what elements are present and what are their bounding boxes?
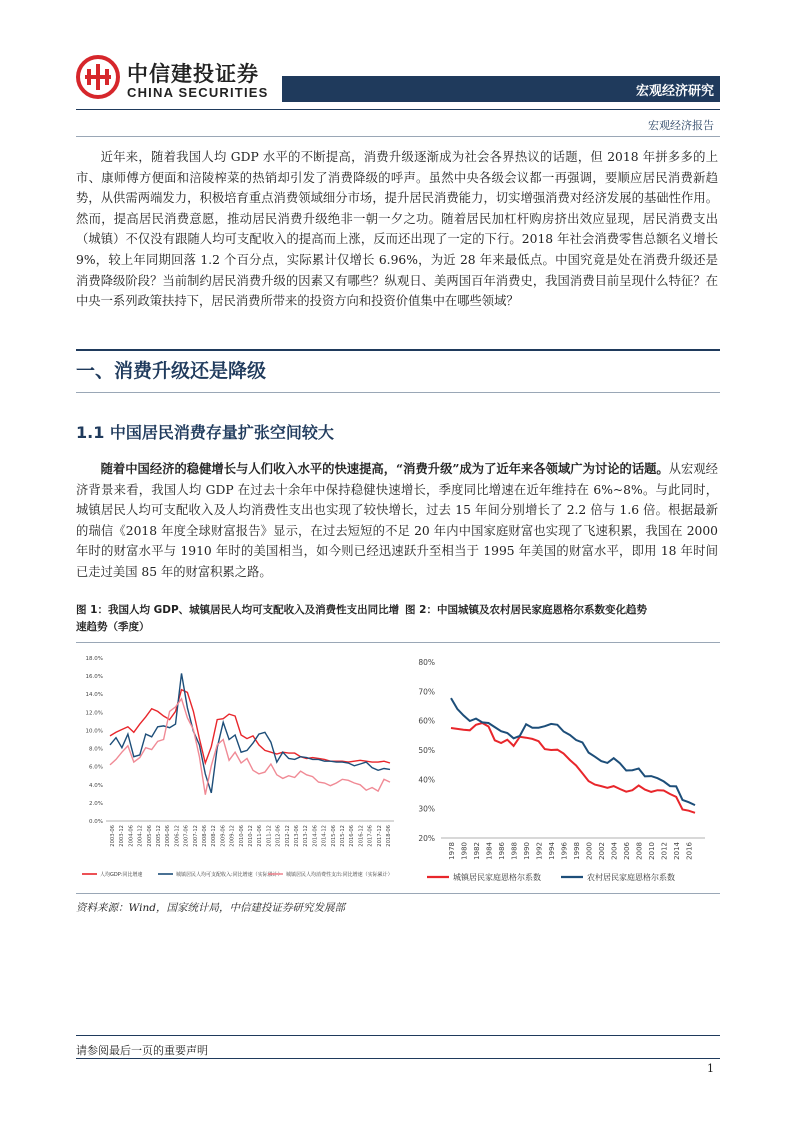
figure-title-rule xyxy=(76,642,720,643)
x-tick-label: 2009-06 xyxy=(220,825,227,847)
x-tick-label: 2007-06 xyxy=(183,825,190,847)
company-name-cn: 中信建投证券 xyxy=(127,62,259,86)
body-paragraph-lead: 随着中国经济的稳健增长与人们收入水平的快速提高，“消费升级”成为了近年来各领域广为讨论的话题。 xyxy=(100,461,669,476)
x-tick-label: 2012 xyxy=(660,842,669,860)
company-name-en: CHINA SECURITIES xyxy=(127,85,269,100)
x-tick-label: 2014-12 xyxy=(321,825,328,847)
x-tick-label: 1998 xyxy=(573,842,582,860)
y-tick-label: 4.0% xyxy=(89,782,103,789)
y-tick-label: 30% xyxy=(418,804,435,814)
y-tick-label: 14.0% xyxy=(85,692,103,699)
x-tick-label: 2006-06 xyxy=(165,825,172,847)
footer-rule-top xyxy=(76,1035,720,1036)
x-tick-label: 1988 xyxy=(510,842,519,860)
x-tick-label: 1996 xyxy=(560,842,569,860)
header-rule xyxy=(76,109,720,110)
y-tick-label: 2.0% xyxy=(89,800,103,807)
x-tick-label: 2006 xyxy=(623,842,632,860)
x-tick-label: 1990 xyxy=(523,842,532,860)
x-tick-label: 2016-12 xyxy=(358,825,365,847)
x-tick-label: 2005-06 xyxy=(146,825,153,847)
x-tick-label: 2018-06 xyxy=(386,825,392,847)
x-tick-label: 2016 xyxy=(685,842,694,860)
legend-label: 城镇居民人均可支配收入:同比增速（实际累计） xyxy=(176,872,283,878)
x-tick-label: 2007-12 xyxy=(192,825,199,847)
footer-rule-bottom xyxy=(76,1058,720,1059)
x-tick-label: 2003-12 xyxy=(119,825,126,847)
legend-label: 人均GDP:同比增速 xyxy=(100,872,143,878)
x-tick-label: 2010 xyxy=(648,842,657,860)
section-rule-bottom xyxy=(76,392,720,393)
x-tick-label: 2004-06 xyxy=(128,825,135,847)
x-tick-label: 1982 xyxy=(473,842,482,860)
y-tick-label: 70% xyxy=(418,687,435,697)
x-tick-label: 2014 xyxy=(673,842,682,860)
figure-2-title: 图 2：中国城镇及农村居民家庭恩格尔系数变化趋势 xyxy=(405,604,647,616)
disclaimer-note: 请参阅最后一页的重要声明 xyxy=(76,1044,208,1057)
legend-label: 城镇居民人均消费性支出:同比增速（实际累计） xyxy=(286,872,393,878)
section-1-title: 一、消费升级还是降级 xyxy=(76,360,267,382)
x-tick-label: 1992 xyxy=(535,842,544,860)
figure-bottom-rule xyxy=(76,893,720,894)
x-tick-label: 2014-06 xyxy=(312,825,319,847)
report-type-label: 宏观经济报告 xyxy=(648,119,714,132)
y-tick-label: 20% xyxy=(418,834,435,843)
x-tick-label: 2002 xyxy=(598,842,607,860)
y-tick-label: 80% xyxy=(418,658,435,667)
section-1-1-title: 1.1 中国居民消费存量扩张空间较大 xyxy=(76,423,334,442)
series-line xyxy=(451,698,695,805)
x-tick-label: 2008-06 xyxy=(202,825,208,847)
x-tick-label: 2015-06 xyxy=(330,825,337,847)
logo-emblem-icon xyxy=(76,55,120,99)
x-tick-label: 1984 xyxy=(485,842,494,860)
body-paragraph xyxy=(76,459,718,583)
x-tick-label: 2004-12 xyxy=(137,825,144,847)
x-tick-label: 2016-06 xyxy=(349,825,356,847)
y-tick-label: 60% xyxy=(418,716,435,726)
x-tick-label: 2012-12 xyxy=(284,825,291,847)
x-tick-label: 1980 xyxy=(460,842,469,860)
x-tick-label: 2006-12 xyxy=(174,825,181,847)
x-tick-label: 2015-12 xyxy=(340,825,346,847)
company-logo xyxy=(76,55,120,99)
section-rule-top xyxy=(76,349,720,351)
y-tick-label: 16.0% xyxy=(85,674,103,681)
x-tick-label: 2005-12 xyxy=(156,825,162,847)
source-note: 资料来源：Wind，国家统计局，中信建投证券研究发展部 xyxy=(76,902,345,914)
y-tick-label: 18.0% xyxy=(85,656,103,662)
x-tick-label: 2013-06 xyxy=(294,825,300,847)
figure-1-title: 图 1：我国人均 GDP、城镇居民人均可支配收入及消费性支出同比增速趋势（季度） xyxy=(76,604,400,633)
series-line xyxy=(110,690,390,763)
series-line xyxy=(110,673,390,793)
y-tick-label: 12.0% xyxy=(85,710,103,717)
x-tick-label: 2017-06 xyxy=(367,825,374,847)
subheader-rule xyxy=(76,136,720,137)
legend-label: 农村居民家庭恩格尔系数 xyxy=(587,873,675,882)
x-tick-label: 2013-12 xyxy=(303,825,310,847)
x-tick-label: 2010-06 xyxy=(238,825,245,847)
y-tick-label: 8.0% xyxy=(89,746,103,753)
y-tick-label: 50% xyxy=(418,746,435,755)
x-tick-label: 1994 xyxy=(548,842,557,860)
chart-2-engel-coefficient xyxy=(405,648,720,888)
x-tick-label: 2012-06 xyxy=(275,825,282,847)
x-tick-label: 2008 xyxy=(635,842,644,860)
y-tick-label: 0.0% xyxy=(89,819,103,825)
body-paragraph-text: 从宏观经济背景来看，我国人均 GDP 在过去十余年中保持稳健快速增长，季度同比增速在近年维持在 6%~8%。与此同时，城镇居民人均可支配收入及人均消费性支出也实现了较快增长，过去 15 年间分别增长了 2.2 倍与 1.6 倍。根据最新的瑞信《2018 年度全球财富报告》显示，在过去短短的不足 20 年内中国家庭财富也实现了飞速积累，我国在 2000 年时的财富水平与 1910 年时的美国相当，如今则已经迅速跃升至相当于 1995 年美国的财富水平，即用 18 年时间已走过美国 85 年的财富积累之路。 xyxy=(76,462,718,579)
y-tick-label: 10.0% xyxy=(85,728,103,735)
page-number: 1 xyxy=(707,1062,714,1075)
x-tick-label: 1978 xyxy=(448,842,456,860)
x-tick-label: 2017-12 xyxy=(376,825,383,847)
x-tick-label: 2010-12 xyxy=(248,825,254,847)
x-tick-label: 1986 xyxy=(498,842,507,860)
x-tick-label: 2008-12 xyxy=(211,825,218,847)
x-tick-label: 2011-06 xyxy=(257,825,264,847)
x-tick-label: 2011-12 xyxy=(266,825,273,847)
legend-label: 城镇居民家庭恩格尔系数 xyxy=(453,873,541,882)
x-tick-label: 2004 xyxy=(610,842,619,860)
intro-paragraph: 近年来，随着我国人均 GDP 水平的不断提高，消费升级逐渐成为社会各界热议的话题，但 2018 年拼多多的上市、康师傅方便面和涪陵榨菜的热销却引发了消费降级的呼声。虽然中央各级会议都一再强调，要顺应居民消费新趋势，从供需两端发力，积极培育重点消费领域细分市场，提升居民消费能力，切实增强消费对经济发展的基础性作用。然而，提高居民消费意愿，推动居民消费升级绝非一朝一夕之功。随着居民加杠杆购房挤出效应显现，居民消费支出（城镇）不仅没有跟随人均可支配收入的提高而上涨，反而还出现了一定的下行。2018 年社会消费零售总额名义增长 9%，较上年同期回落 1.2 个百分点，实际累计仅增长 6.96%，为近 28 年来最低点。中国究竟是处在消费升级还是消费降级阶段？当前制约居民消费升级的因素又有哪些？纵观日、美两国百年消费史，我国消费目前呈现什么特征？在中央一系列政策扶持下，居民消费所带来的投资方向和投资价值集中在哪些领域？ xyxy=(76,150,718,309)
section-label: 宏观经济研究 xyxy=(635,84,714,99)
x-tick-label: 2009-12 xyxy=(229,825,236,847)
y-tick-label: 40% xyxy=(418,775,435,785)
chart-1-gdp-income-consumption xyxy=(76,648,401,888)
y-tick-label: 6.0% xyxy=(89,764,103,771)
x-tick-label: 2000 xyxy=(585,842,594,860)
x-tick-label: 2003-06 xyxy=(110,825,116,847)
